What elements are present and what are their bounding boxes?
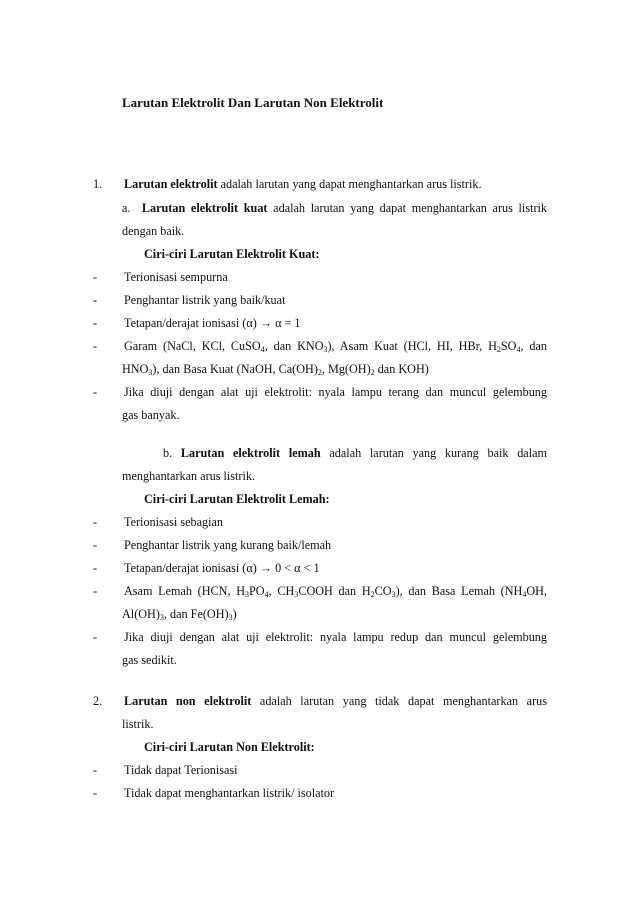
arrow-right-icon: → (259, 316, 273, 330)
section-2-item-1: Tidak dapat Terionisasi (124, 763, 238, 777)
section-1a-item-1: Terionisasi sempurna (124, 270, 228, 284)
bullet-dash: - (93, 270, 98, 284)
section-1a-item-4: Garam (NaCl, KCl, CuSO$_4$, dan $KNO_3$), Asam Kuat (HCl, HI, HBr, $H_2SO_4$, dan (124, 339, 547, 354)
section-1a-heading: Ciri-ciri Larutan Elektrolit Kuat: (144, 247, 320, 261)
section-2-term: Larutan non elektrolit (124, 694, 252, 708)
section-1b-item-2: Penghantar listrik yang kurang baik/lemah (124, 538, 332, 552)
section-1a-definition-text: adalah larutan yang dapat menghantarkan arus listrik (267, 201, 547, 215)
section-1b-heading: Ciri-ciri Larutan Elektrolit Lemah: (144, 492, 330, 506)
section-1a-label: a. (122, 201, 131, 215)
section-1b-item-5: Jika diuji dengan alat uji elektrolit: nyala lampu redup dan muncul gelembung (124, 630, 547, 644)
section-1b-item-3-value: 0 < α < 1 (272, 561, 320, 575)
section-1b-definition (163, 446, 547, 460)
section-2-heading: Ciri-ciri Larutan Non Elektrolit: (144, 740, 315, 754)
section-1b-term: Larutan elektrolit lemah (180, 446, 321, 460)
bullet-dash: - (93, 385, 98, 399)
bullet-dash: - (93, 630, 98, 644)
page-title: Larutan Elektrolit Dan Larutan Non Elektrolit (122, 95, 384, 110)
bullet-dash: - (93, 515, 98, 529)
section-1a-item-4-line2: $HNO_3$), dan Basa Kuat (NaOH, $Ca(OH)_2$, $Mg(OH)_2$ dan KOH) (122, 362, 429, 377)
bullet-dash: - (93, 584, 98, 598)
bullet-dash: - (93, 339, 98, 353)
section-2-definition-text: adalah larutan yang tidak dapat menghantarkan arus (251, 694, 547, 708)
section-1b-definition-text: adalah larutan yang kurang baik dalam (320, 446, 547, 460)
section-1a-item-5-line2: gas banyak. (122, 408, 180, 422)
arrow-right-icon: → (259, 561, 273, 575)
bullet-dash: - (93, 316, 98, 330)
bullet-dash: - (93, 561, 98, 575)
section-1a-definition-line2: dengan baik. (122, 224, 185, 238)
section-1b-item-3 (124, 561, 320, 575)
bullet-dash: - (93, 538, 98, 552)
section-1a-item-3 (124, 316, 301, 330)
section-1b-item-3-text: Tetapan/derajat ionisasi (α) (124, 561, 260, 575)
section-1b-item-4: Asam Lemah (HCN, $H_3PO_4$, $CH_3COOH$ dan $H_2CO_3$), dan Basa Lemah ($NH_4OH$, (124, 584, 547, 599)
bullet-dash: - (93, 293, 98, 307)
section-1b-label: b. (163, 446, 173, 460)
section-2-definition-line2: listrik. (122, 717, 154, 731)
section-1-term: Larutan elektrolit (124, 177, 218, 191)
section-1b-item-5-line2: gas sedikit. (122, 653, 177, 667)
section-2-number: 2. (93, 694, 103, 708)
section-2-item-2: Tidak dapat menghantarkan listrik/ isolator (124, 786, 335, 800)
section-1-definition-text: adalah larutan yang dapat menghantarkan arus listrik. (217, 177, 482, 191)
section-1a-definition (122, 201, 547, 215)
section-1b-item-4-line2: $Al(OH)_3$, dan $Fe(OH)_3$) (122, 607, 237, 622)
section-1a-item-2: Penghantar listrik yang baik/kuat (124, 293, 286, 307)
section-1a-item-3-value: α = 1 (272, 316, 301, 330)
section-2-definition (124, 694, 547, 708)
section-1a-term: Larutan elektrolit kuat (141, 201, 268, 215)
section-1b-item-1: Terionisasi sebagian (124, 515, 223, 529)
section-1-definition (124, 177, 482, 191)
section-1-number: 1. (93, 177, 103, 191)
section-1a-item-3-text: Tetapan/derajat ionisasi (α) (124, 316, 260, 330)
section-1a-item-5: Jika diuji dengan alat uji elektrolit: nyala lampu terang dan muncul gelembung (124, 385, 547, 399)
section-1b-definition-line2: menghantarkan arus listrik. (122, 469, 256, 483)
bullet-dash: - (93, 786, 98, 800)
bullet-dash: - (93, 763, 98, 777)
